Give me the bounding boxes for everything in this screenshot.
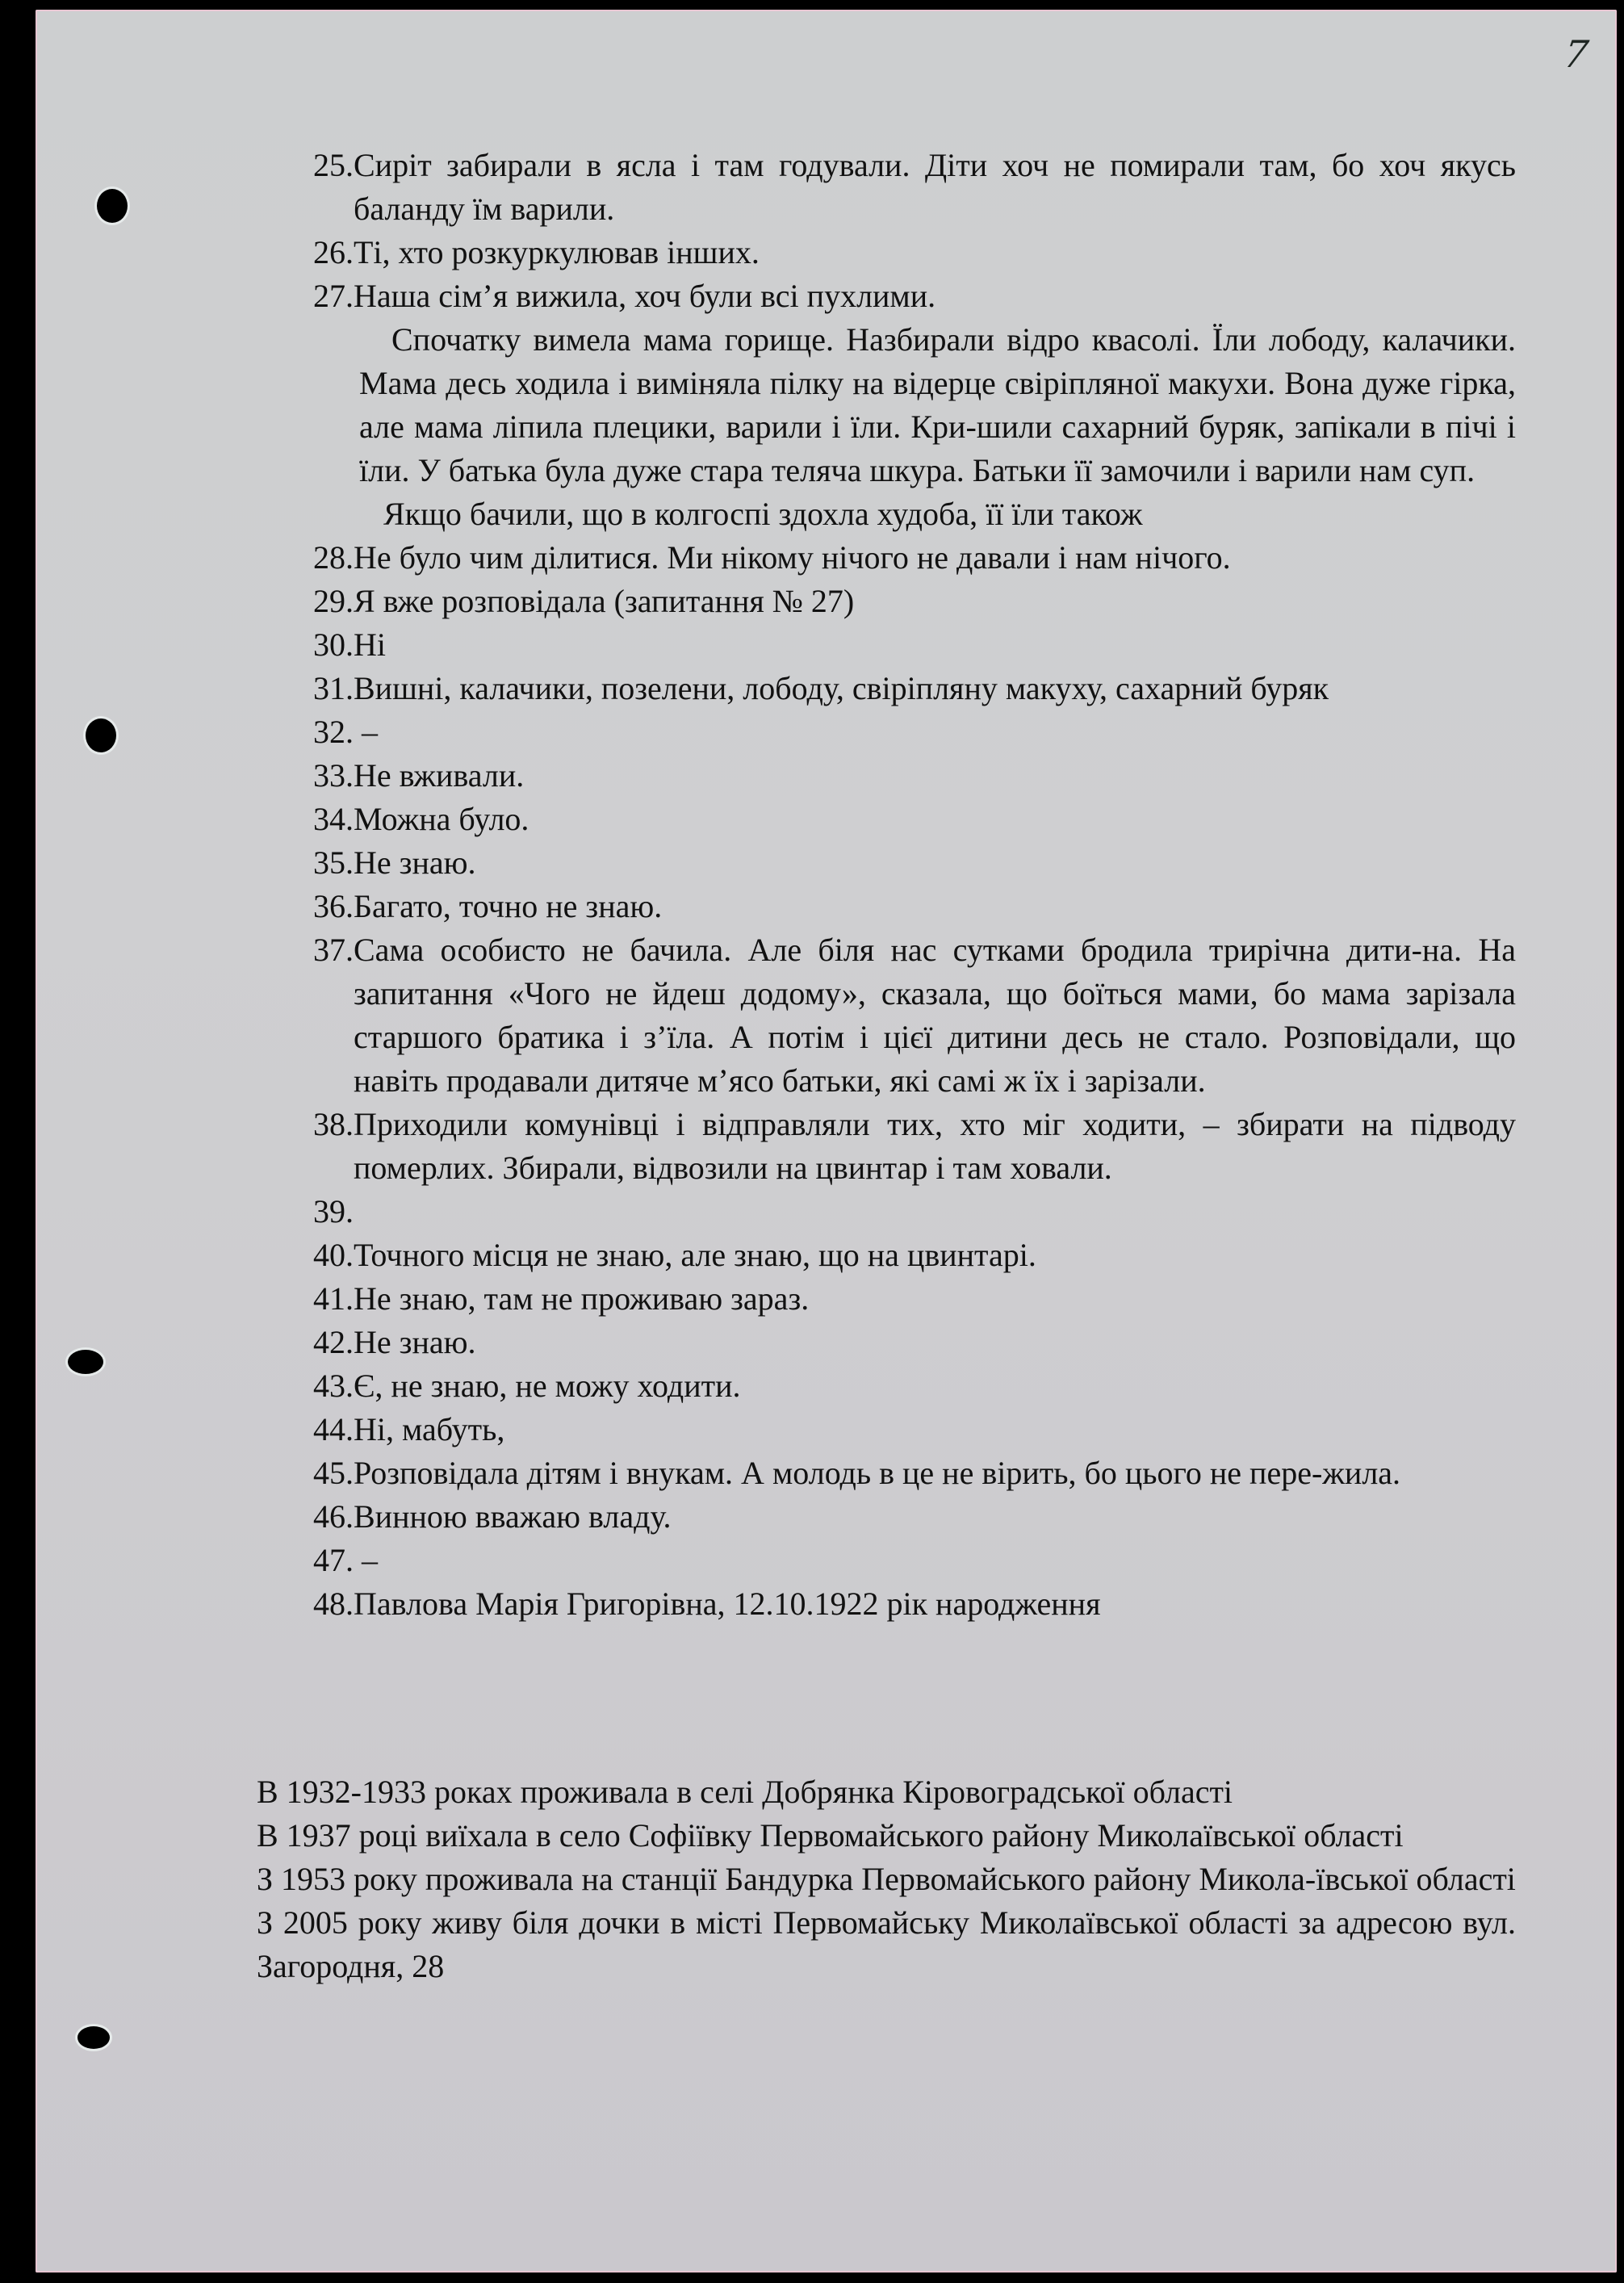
answer-number: 26. bbox=[313, 234, 354, 270]
answer-number: 35. bbox=[313, 844, 354, 881]
answer-text: Є, не знаю, не можу ходити. bbox=[354, 1368, 741, 1404]
answer-text: Павлова Марія Григорівна, 12.10.1922 рік народження bbox=[354, 1586, 1101, 1622]
answer-text: – bbox=[354, 1542, 378, 1578]
residence-entry: З 2005 року живу біля дочки в місті Первомайську Миколаївської області за адресою вул. Загородня, 28 bbox=[257, 1904, 1516, 1984]
answer-text: Наша сім’я вижила, хоч були всі пухлими. bbox=[354, 278, 936, 314]
answer-28 bbox=[313, 536, 1516, 580]
answer-text: Винною вважаю владу. bbox=[354, 1498, 672, 1535]
answer-number: 39. bbox=[313, 1193, 354, 1229]
answer-text: Розповідала дітям і внукам. А молодь в це не вірить, бо цього не пере-жила. bbox=[354, 1455, 1401, 1491]
residence-history bbox=[257, 1770, 1516, 1988]
answer-text: Приходили комунівці і відправляли тих, хто міг ходити, – збирати на підводу померлих. Збирали, відвозили на цвинтар і там ховали. bbox=[354, 1106, 1516, 1186]
answer-37 bbox=[313, 928, 1516, 1103]
punch-hole bbox=[77, 2026, 110, 2049]
answer-29 bbox=[313, 580, 1516, 623]
answer-31 bbox=[313, 667, 1516, 710]
answer-number: 34. bbox=[313, 801, 354, 837]
answer-42 bbox=[313, 1321, 1516, 1364]
answer-text: Не знаю. bbox=[354, 844, 476, 881]
answer-text: Я вже розповідала (запитання № 27) bbox=[354, 583, 855, 619]
residence-entry: З 1953 року проживала на станції Бандурка Первомайського району Микола-ївської області bbox=[257, 1861, 1516, 1897]
answer-number: 48. bbox=[313, 1586, 354, 1622]
answer-text: Ні bbox=[354, 626, 386, 663]
answer-44 bbox=[313, 1408, 1516, 1451]
answer-number: 38. bbox=[313, 1106, 354, 1142]
answer-36 bbox=[313, 885, 1516, 928]
answer-number: 44. bbox=[313, 1411, 354, 1447]
answer-number: 46. bbox=[313, 1498, 354, 1535]
answer-27-paragraph: Спочатку вимела мама горище. Назбирали відро квасолі. Їли лободу, калачики. Мама десь ходила і виміняла пілку на відерце свіріпляної макухи. Вона дуже гірка, але мама ліпила плецики, варили і їли. Кри-шили сахарний буряк, запікали в пічі і їли. У батька була дуже стара теляча шкура. Батьки її замочили і варили нам суп. bbox=[359, 321, 1516, 488]
answer-text: Ні, мабуть, bbox=[354, 1411, 505, 1447]
answer-text: Вишні, калачики, позелени, лободу, свіріпляну макуху, сахарний буряк bbox=[354, 670, 1329, 706]
answer-number: 42. bbox=[313, 1324, 354, 1360]
answer-number: 33. bbox=[313, 757, 354, 794]
residence-entry: В 1937 році виїхала в село Софіївку Первомайського району Миколаївської області bbox=[257, 1817, 1404, 1854]
answer-number: 37. bbox=[313, 932, 354, 968]
answer-41 bbox=[313, 1277, 1516, 1321]
answer-text: Сама особисто не бачила. Але біля нас сутками бродила трирічна дити-на. На запитання «Чого не йдеш додому», сказала, що боїться мами, бо мама зарізала старшого братика і з’їла. А потім і цієї дитини десь не стало. Розповідали, що навіть продавали дитяче м’ясо батьки, які самі ж їх і зарізали. bbox=[354, 932, 1516, 1099]
answer-46 bbox=[313, 1495, 1516, 1539]
answer-30 bbox=[313, 623, 1516, 667]
answer-27 bbox=[313, 274, 1516, 318]
answers-list bbox=[313, 144, 1516, 1626]
answer-33 bbox=[313, 754, 1516, 798]
answer-text bbox=[354, 1190, 1516, 1234]
answer-number: 32. bbox=[313, 714, 354, 750]
handwritten-page-number: 7 bbox=[1561, 32, 1592, 76]
answer-25 bbox=[313, 144, 1516, 231]
answer-text: – bbox=[354, 714, 378, 750]
answer-number: 28. bbox=[313, 539, 354, 576]
punch-hole bbox=[97, 189, 128, 223]
answer-text: Не було чим ділитися. Ми нікому нічого не давали і нам нічого. bbox=[354, 539, 1231, 576]
answer-39 bbox=[313, 1190, 1516, 1234]
answer-38 bbox=[313, 1103, 1516, 1190]
answer-number: 45. bbox=[313, 1455, 354, 1491]
punch-hole bbox=[86, 718, 116, 752]
punch-hole bbox=[68, 1350, 103, 1374]
answer-26 bbox=[313, 231, 1516, 274]
answer-text: Можна було. bbox=[354, 801, 529, 837]
answer-text: Не вживали. bbox=[354, 757, 525, 794]
answer-number: 31. bbox=[313, 670, 354, 706]
answer-40 bbox=[313, 1234, 1516, 1277]
answer-47 bbox=[313, 1539, 1516, 1582]
residence-entry: В 1932-1933 роках проживала в селі Добрянка Кіровоградської області bbox=[257, 1774, 1233, 1810]
answer-48 bbox=[313, 1582, 1516, 1626]
answer-text: Багато, точно не знаю. bbox=[354, 888, 663, 924]
answer-text: Сиріт забирали в ясла і там годували. Діти хоч не помирали там, бо хоч якусь баланду їм варили. bbox=[354, 147, 1516, 227]
answer-text: Не знаю, там не проживаю зараз. bbox=[354, 1280, 810, 1317]
answer-text: Ті, хто розкуркулював інших. bbox=[354, 234, 760, 270]
answer-number: 25. bbox=[313, 147, 354, 183]
answer-number: 36. bbox=[313, 888, 354, 924]
answer-27-paragraph: Якщо бачили, що в колгоспі здохла худоба, її їли також bbox=[383, 496, 1143, 532]
answer-number: 40. bbox=[313, 1237, 354, 1273]
answer-45 bbox=[313, 1451, 1516, 1495]
answer-27-continuation bbox=[313, 318, 1516, 536]
answer-number: 47. bbox=[313, 1542, 354, 1578]
answer-35 bbox=[313, 841, 1516, 885]
answer-number: 41. bbox=[313, 1280, 354, 1317]
answer-32 bbox=[313, 710, 1516, 754]
answer-number: 30. bbox=[313, 626, 354, 663]
answer-text: Не знаю. bbox=[354, 1324, 476, 1360]
answer-number: 43. bbox=[313, 1368, 354, 1404]
answer-number: 29. bbox=[313, 583, 354, 619]
answer-number: 27. bbox=[313, 278, 354, 314]
answer-34 bbox=[313, 798, 1516, 841]
answer-text: Точного місця не знаю, але знаю, що на цвинтарі. bbox=[354, 1237, 1036, 1273]
answer-43 bbox=[313, 1364, 1516, 1408]
